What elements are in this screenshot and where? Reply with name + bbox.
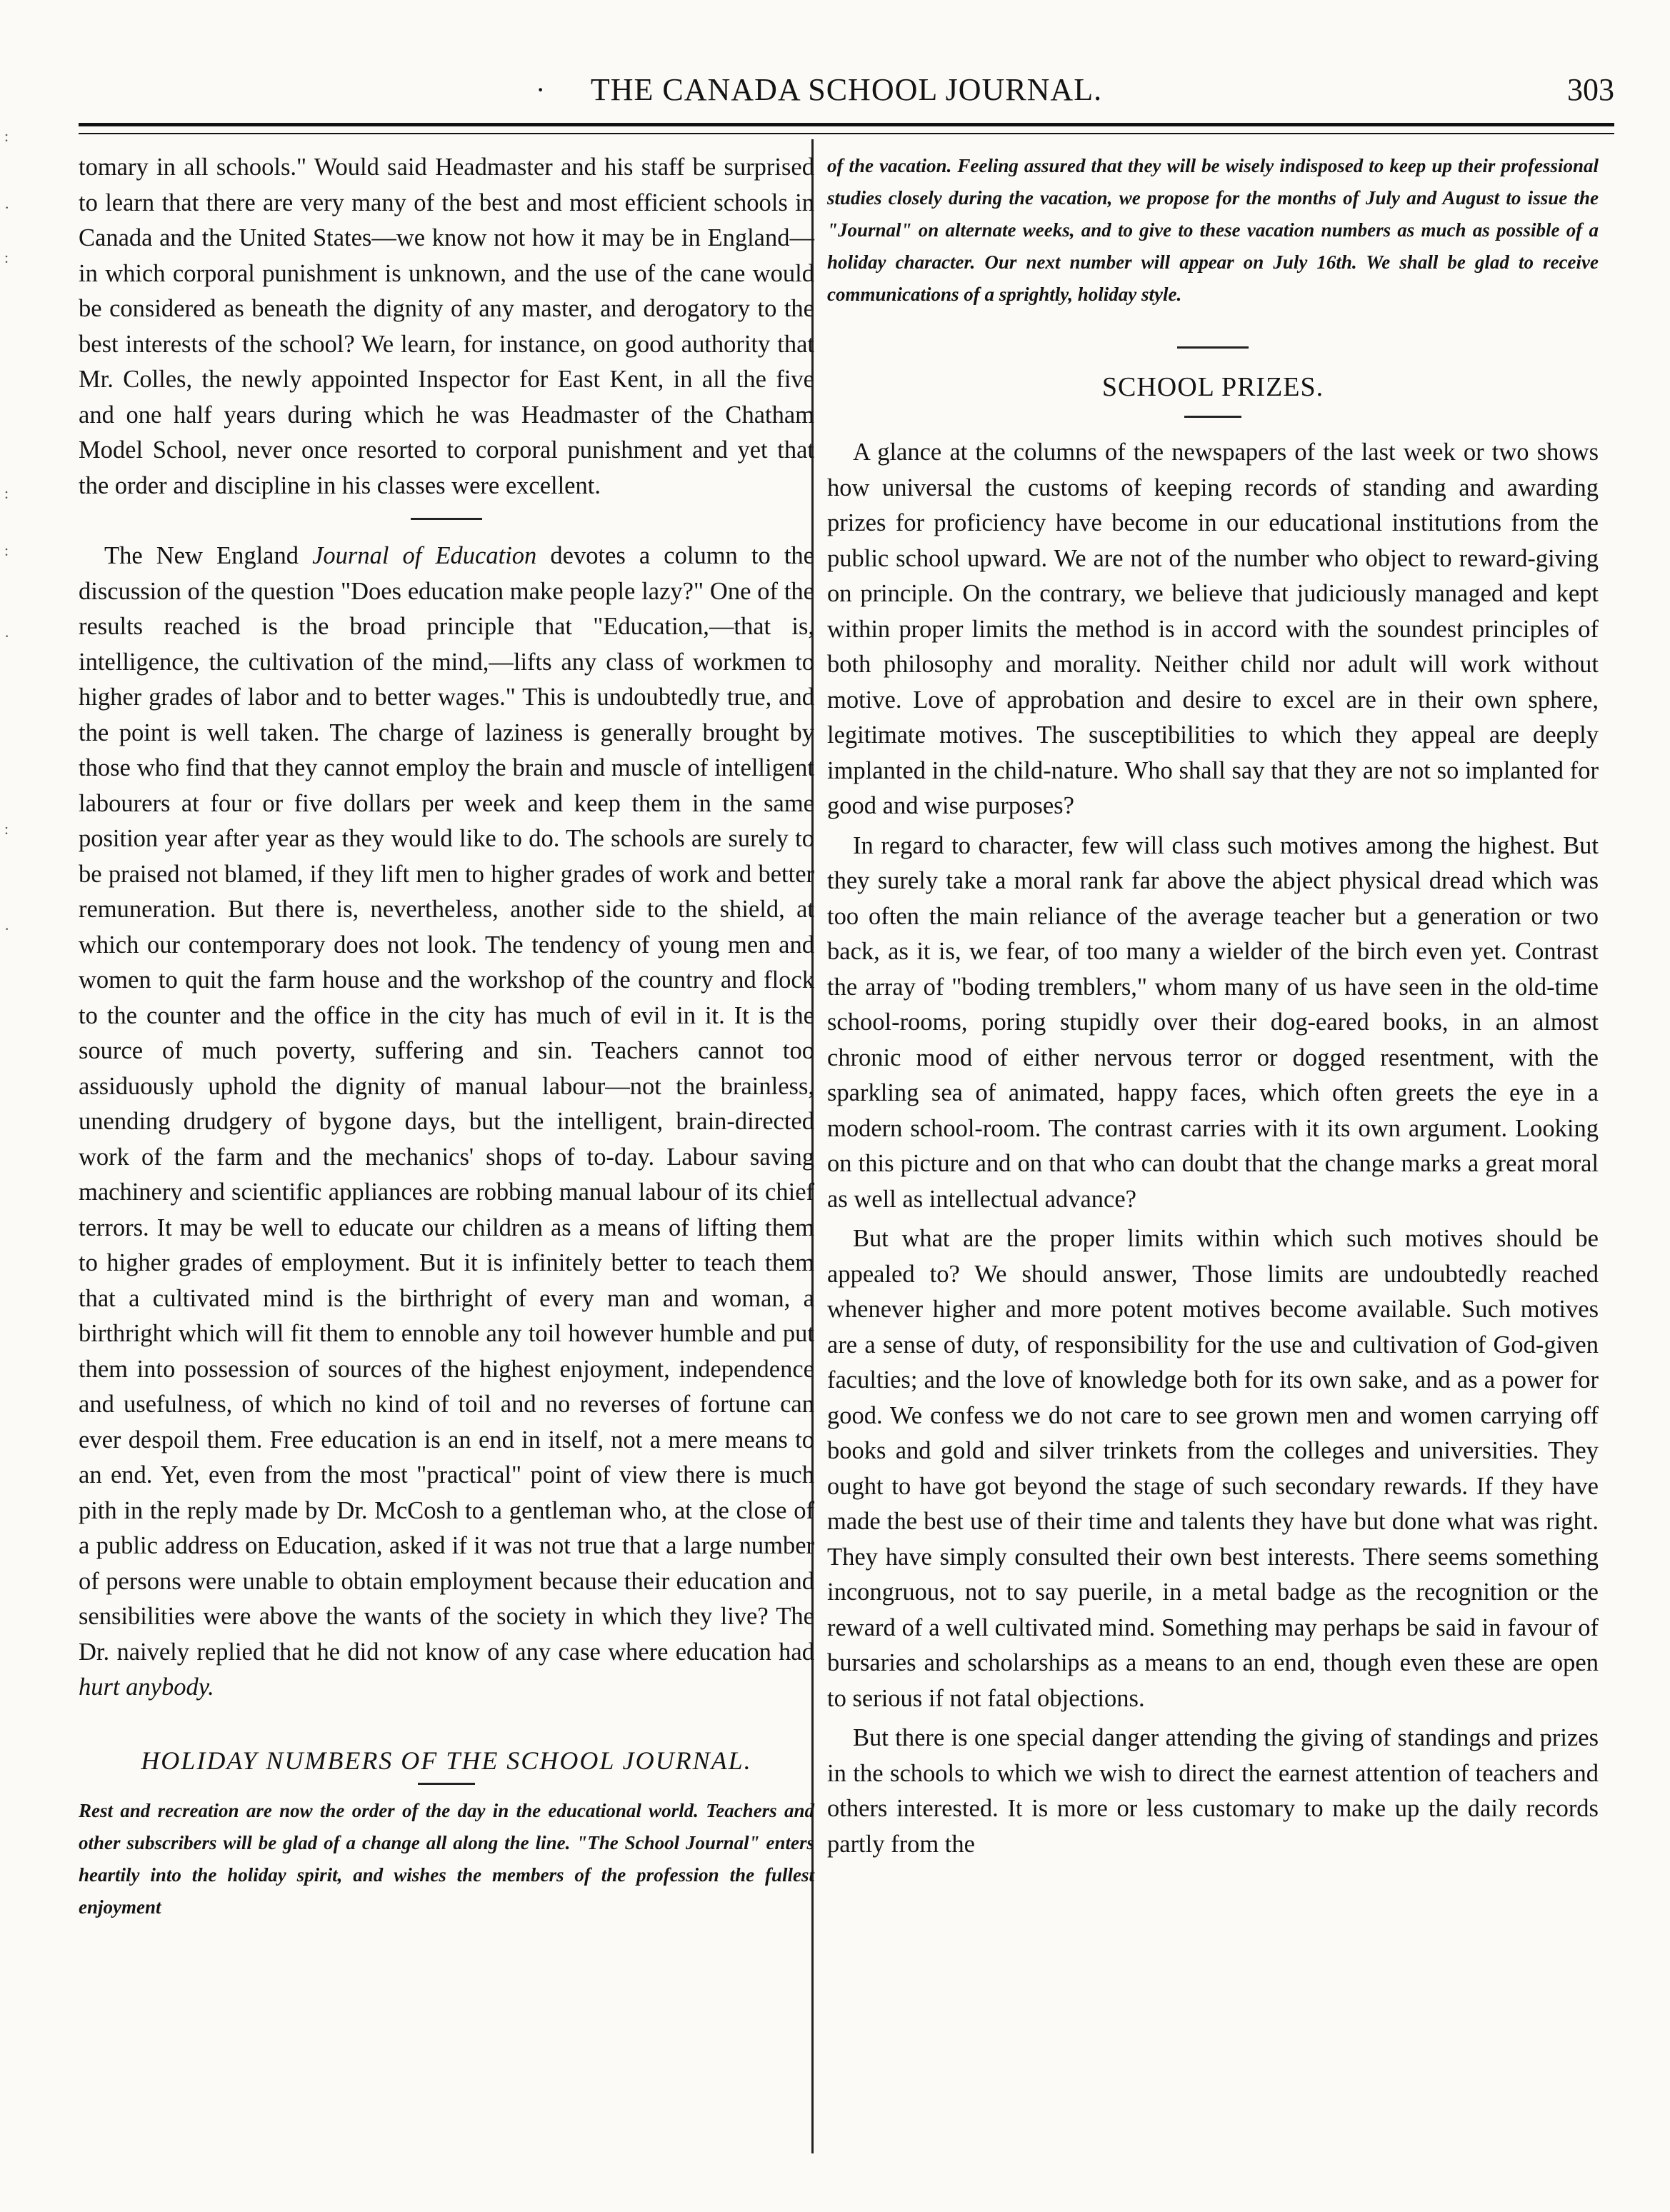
section-rule — [411, 518, 482, 520]
section-rule — [1184, 416, 1241, 418]
holiday-numbers-heading: HOLIDAY NUMBERS OF THE SCHOOL JOURNAL. — [141, 1746, 752, 1775]
prizes-paragraph-1: A glance at the columns of the newspapers of the last week or two shows how universal the customs of keeping records of standing and awarding prizes for proficiency have become in our educational institutions from the public school upward. We are not of the number who object to reward-giving on principle. On the contrary, we believe that judiciously managed and kept within proper limits the method is in accord with the soundest principles of both philosophy and morality. Neither child nor adult will work without motive. Love of approbation and desire to excel are in their own sphere, legitimate motives. The susceptibilities to which they appeal are deeply implanted in the child-nature. Who shall say that they are not so implanted for good and wise purposes? — [827, 439, 1599, 819]
journal-name: Journal of Education — [312, 542, 537, 569]
prizes-paragraph-3: But what are the proper limits within which such motives should be appealed to? We should answer, Those limits are undoubtedly reached whenever higher and more potent motives become available. Such motives are a sense of duty, of responsibility for the use and cultivation of God-given faculties; and the love of knowledge both for its own sake, and as a power for good. We confess we do not care to see grown men and women carrying off books and gold and silver trinkets from the colleges and universities. They ought to have got beyond the stage of such secondary rewards. If they have made the best use of their time and talents they have but done what was right. They have simply consulted their own best interests. There seems something incongruous, not to say puerile, in a metal badge as the recognition or the reward of a well cultivated mind. Something may perhaps be said in favour of bursaries and scholarships as a means to an end, though even these are open to serious if not fatal objections. — [827, 1225, 1599, 1712]
emphasis-text: hurt anybody. — [79, 1673, 214, 1701]
holiday-notice-left — [79, 1795, 814, 1923]
page-header — [79, 71, 1614, 114]
left-column — [79, 150, 814, 1923]
right-column — [827, 150, 1599, 1862]
left-paragraph-corporal-punishment: tomary in all schools." Would said Headmaster and his staff be surprised to learn that there are very many of the best and most efficient schools in Canada and the United States—we know not how it may be in England—in which corporal punishment is unknown, and the use of the cane would be considered as beneath the dignity of any master, and derogatory to the best interests of the school? We learn, for instance, on good authority that Mr. Colles, the newly appointed Inspector for East Kent, in all the five and one half years during which he was Headmaster of the Chatham Model School, never once resorted to corporal punishment and yet that the order and discipline in his classes were excellent. — [79, 154, 814, 499]
section-rule — [1177, 346, 1249, 349]
school-prizes-heading: SCHOOL PRIZES. — [1101, 372, 1324, 402]
header-rule-thin — [79, 133, 1614, 134]
holiday-notice-right — [827, 150, 1599, 311]
section-rule — [418, 1783, 475, 1785]
margin-scan-marks: : · : : : · : · — [4, 127, 10, 938]
prizes-paragraph-2: In regard to character, few will class such motives among the highest. But they surely take a moral rank far above the abject physical dread which was too often the main reliance of the average teacher but a generation or two back, as it is, we fear, of too many a wielder of the birch even yet. Contrast the array of "boding tremblers," whom many of us have seen in the old-time school-rooms, poring stupidly over their dog-eared books, in an almost chronic mood of either nervous terror or dogged resentment, with the sparkling sea of animated, happy faces, which often greets the eye in a modern school-room. The contrast carries with it its own argument. Looking on this picture and on that who can doubt that the change marks a great moral as well as intellectual advance? — [827, 831, 1599, 1213]
holiday-notice-continued: of the vacation. Feeling assured that they will be wisely indisposed to keep up their professional studies closely during the vacation, we propose for the months of July and August to issue the "Journal" on alternate weeks, and to give to these vacation numbers as much as possible of a holiday character. Our next number will appear on July 16th. We shall be glad to receive communications of a sprightly, holiday style. — [827, 155, 1599, 305]
prizes-paragraph-4: But there is one special danger attending the giving of standings and prizes in the schools to which we wish to direct the earnest attention of teachers and others interested. It is more or less customary to make up the daily records partly from the — [827, 1724, 1599, 1858]
holiday-notice-text: Rest and recreation are now the order of the day in the educational world. Teachers and other subscribers will be glad of a change all along the line. "The School Journal" enters heartily into the holiday spirit, and wishes the members of the profession the fullest enjoyment — [79, 1799, 814, 1918]
journal-title: THE CANADA SCHOOL JOURNAL. — [590, 72, 1103, 107]
header-rule-thick — [79, 123, 1614, 126]
text-run: The New England — [104, 542, 313, 569]
header-dot: · — [536, 74, 546, 106]
page-number: 303 — [1567, 72, 1614, 107]
left-paragraph-education-lazy — [79, 539, 814, 1706]
text-run: devotes a column to the discussion of the question "Does education make people lazy?" One of the results reached is the broad principle that "Education,—that is, intelligence, the cultivation of the mind,—lifts any class of workmen to higher grades of labor and to better wages." This is undoubtedly true, and the point is well taken. The charge of laziness is generally brought by those who find that they cannot employ the brain and muscle of intelligent labourers at four or five dollars per week and keep them in the same position year after year as they would like to do. The schools are surely to be praised not blamed, if they lift men to higher grades of work and better remuneration. But there is, nevertheless, another side to the shield, at which our contemporary does not look. The tendency of young men and women to quit the farm house and the workshop of the country and flock to the counter and the office in the city has much of evil in it. It is the source of much poverty, suffering and sin. Teachers cannot too assiduously uphold the dignity of manual labour—not the brainless, unending drudgery of bygone days, but the intelligent, brain-directed work of the farm and the mechanics' shops of to-day. Labour saving machinery and scientific appliances are robbing manual labour of its chief terrors. It may be well to educate our children as a means of lifting them to higher grades of employment. But it is infinitely better to teach them that a cultivated mind is the birthright of every man and woman, a birthright which will fit them to ennoble any toil however humble and put them into possession of sources of the highest enjoyment, independence and usefulness, of which no kind of toil and no reverses of fortune can ever despoil them. Free education is an end in itself, not a mere means to an end. Yet, even from the most "practical" point of view there is much pith in the reply made by Dr. McCosh to a gentleman who, at the close of a public address on Education, asked if it was not true that a large number of persons were unable to obtain employment because their education and sensibilities were above the wants of the society in which they live? The Dr. naively replied that he did not know of any case where education had — [79, 542, 814, 1666]
